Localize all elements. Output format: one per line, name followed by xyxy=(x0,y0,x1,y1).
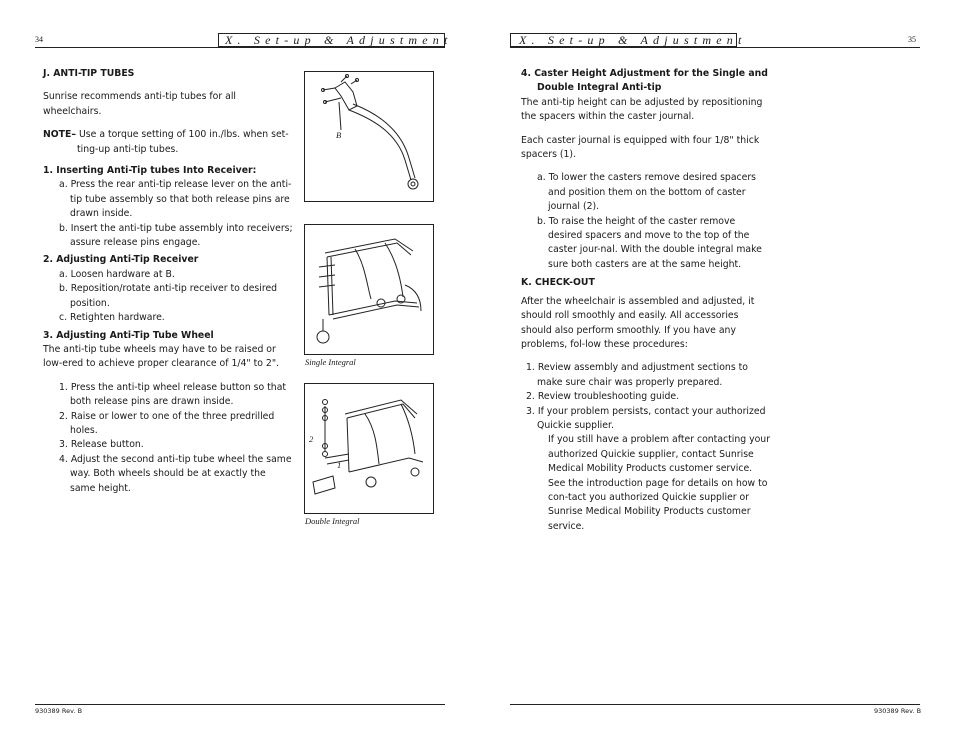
section-k-title: K. CHECK-OUT xyxy=(521,277,595,289)
note-text: Use a torque setting of 100 in./lbs. when set-ting-up anti-tip tubes. xyxy=(77,129,289,155)
section-j-title: J. ANTI-TIP TUBES xyxy=(43,68,135,79)
step4-para1: The anti-tip height can be adjusted by repositioning the spacers within the caster journal. xyxy=(521,96,763,123)
figure-label-b: B xyxy=(336,130,342,140)
step3-item-1: 1. Press the anti-tip wheel release button so that both release pins are drawn inside. xyxy=(59,381,287,408)
step3-item-3: 3. Release button. xyxy=(59,439,144,451)
right-page-number: 35 xyxy=(908,35,916,44)
step4-heading-line1: 4. Caster Height Adjustment for the Single and xyxy=(521,68,768,79)
single-integral-drawing xyxy=(305,225,433,354)
single-integral-caption: Single Integral xyxy=(305,357,356,367)
anti-tip-tube-figure xyxy=(304,71,434,202)
right-header-title: X. Set-up & Adjustment xyxy=(519,33,747,47)
checkout-item-1: 1. Review assembly and adjustment sections to make sure chair was properly prepared. xyxy=(526,362,748,388)
intro-text: Sunrise recommends anti-tip tubes for all wheelchairs. xyxy=(43,91,236,117)
step4-a: a. To lower the casters remove desired spacers and position them on the bottom of caster journal (2). xyxy=(537,172,757,213)
double-integral-caption: Double Integral xyxy=(305,516,360,526)
right-page-header xyxy=(510,33,747,47)
right-page-body xyxy=(521,67,771,534)
step3-item-4: 4. Adjust the second anti-tip tube wheel the same way. Both wheels should be at exactly the same height. xyxy=(59,453,292,494)
single-integral-figure xyxy=(304,224,434,355)
left-footer: 930389 Rev. B xyxy=(35,707,83,715)
checkout-item-3-continued: If you still have a problem after contacting your authorized Quickie supplier, contact Sunrise Medical Mobility Products customer service. See the introduction page for details on how to con-tact you authorized Quickie supplier or Sunrise Medical Mobility Products customer service. xyxy=(548,434,771,532)
step4-heading-line2: Double Integral Anti-tip xyxy=(537,82,662,94)
left-footer-rule xyxy=(35,704,445,705)
step2-a: a. Loosen hardware at B. xyxy=(59,268,175,280)
note-label: NOTE– xyxy=(43,129,77,141)
left-page-number: 34 xyxy=(35,35,43,44)
step4-para2: Each caster journal is equipped with four 1/8" thick spacers (1). xyxy=(521,134,760,161)
left-header-title: X. Set-up & Adjustment xyxy=(225,33,453,47)
step2-heading: 2. Adjusting Anti-Tip Receiver xyxy=(43,254,199,266)
right-footer: 930389 Rev. B xyxy=(874,707,922,715)
left-header-rule xyxy=(35,47,445,48)
checkout-item-2: 2. Review troubleshooting guide. xyxy=(526,391,680,403)
left-page-body xyxy=(43,67,293,496)
step1-b: b. Insert the anti-tip tube assembly into receivers; assure release pins engage. xyxy=(59,222,293,249)
double-integral-drawing xyxy=(305,384,433,513)
step4-b: b. To raise the height of the caster remove desired spacers and move to the top of the caster jour-nal. With the double integral make sure both casters are at the same height. xyxy=(537,215,762,270)
step2-b: b. Reposition/rotate anti-tip receiver to desired position. xyxy=(59,283,278,309)
step3-item-2: 2. Raise or lower to one of the three predrilled holes. xyxy=(59,410,275,436)
step4-heading xyxy=(521,67,771,96)
checkout-item-3: 3. If your problem persists, contact your authorized Quickie supplier. xyxy=(526,405,766,431)
figure-label-2: 2 xyxy=(309,434,314,444)
step3-heading: 3. Adjusting Anti-Tip Tube Wheel xyxy=(43,329,214,341)
checkout-para: After the wheelchair is assembled and adjusted, it should roll smoothly and easily. All accessories should also perform smoothly. If you have any problems, fol-low these procedures: xyxy=(521,295,755,350)
right-header-rule xyxy=(510,47,920,48)
left-page-header xyxy=(218,33,453,47)
double-integral-figure xyxy=(304,383,434,514)
step2-c: c. Retighten hardware. xyxy=(59,312,165,324)
right-footer-rule xyxy=(510,704,920,705)
torque-note xyxy=(43,128,293,157)
figure-label-1: 1 xyxy=(337,460,342,470)
step3-text: The anti-tip tube wheels may have to be raised or low-ered to achieve proper clearance of 1/4" to 2". xyxy=(43,343,280,370)
anti-tip-tube-drawing xyxy=(305,72,433,201)
step1-a: a. Press the rear anti-tip release lever on the anti-tip tube assembly so that both release pins are drawn inside. xyxy=(59,179,292,220)
step1-heading: 1. Inserting Anti-Tip tubes Into Receiver: xyxy=(43,165,257,177)
